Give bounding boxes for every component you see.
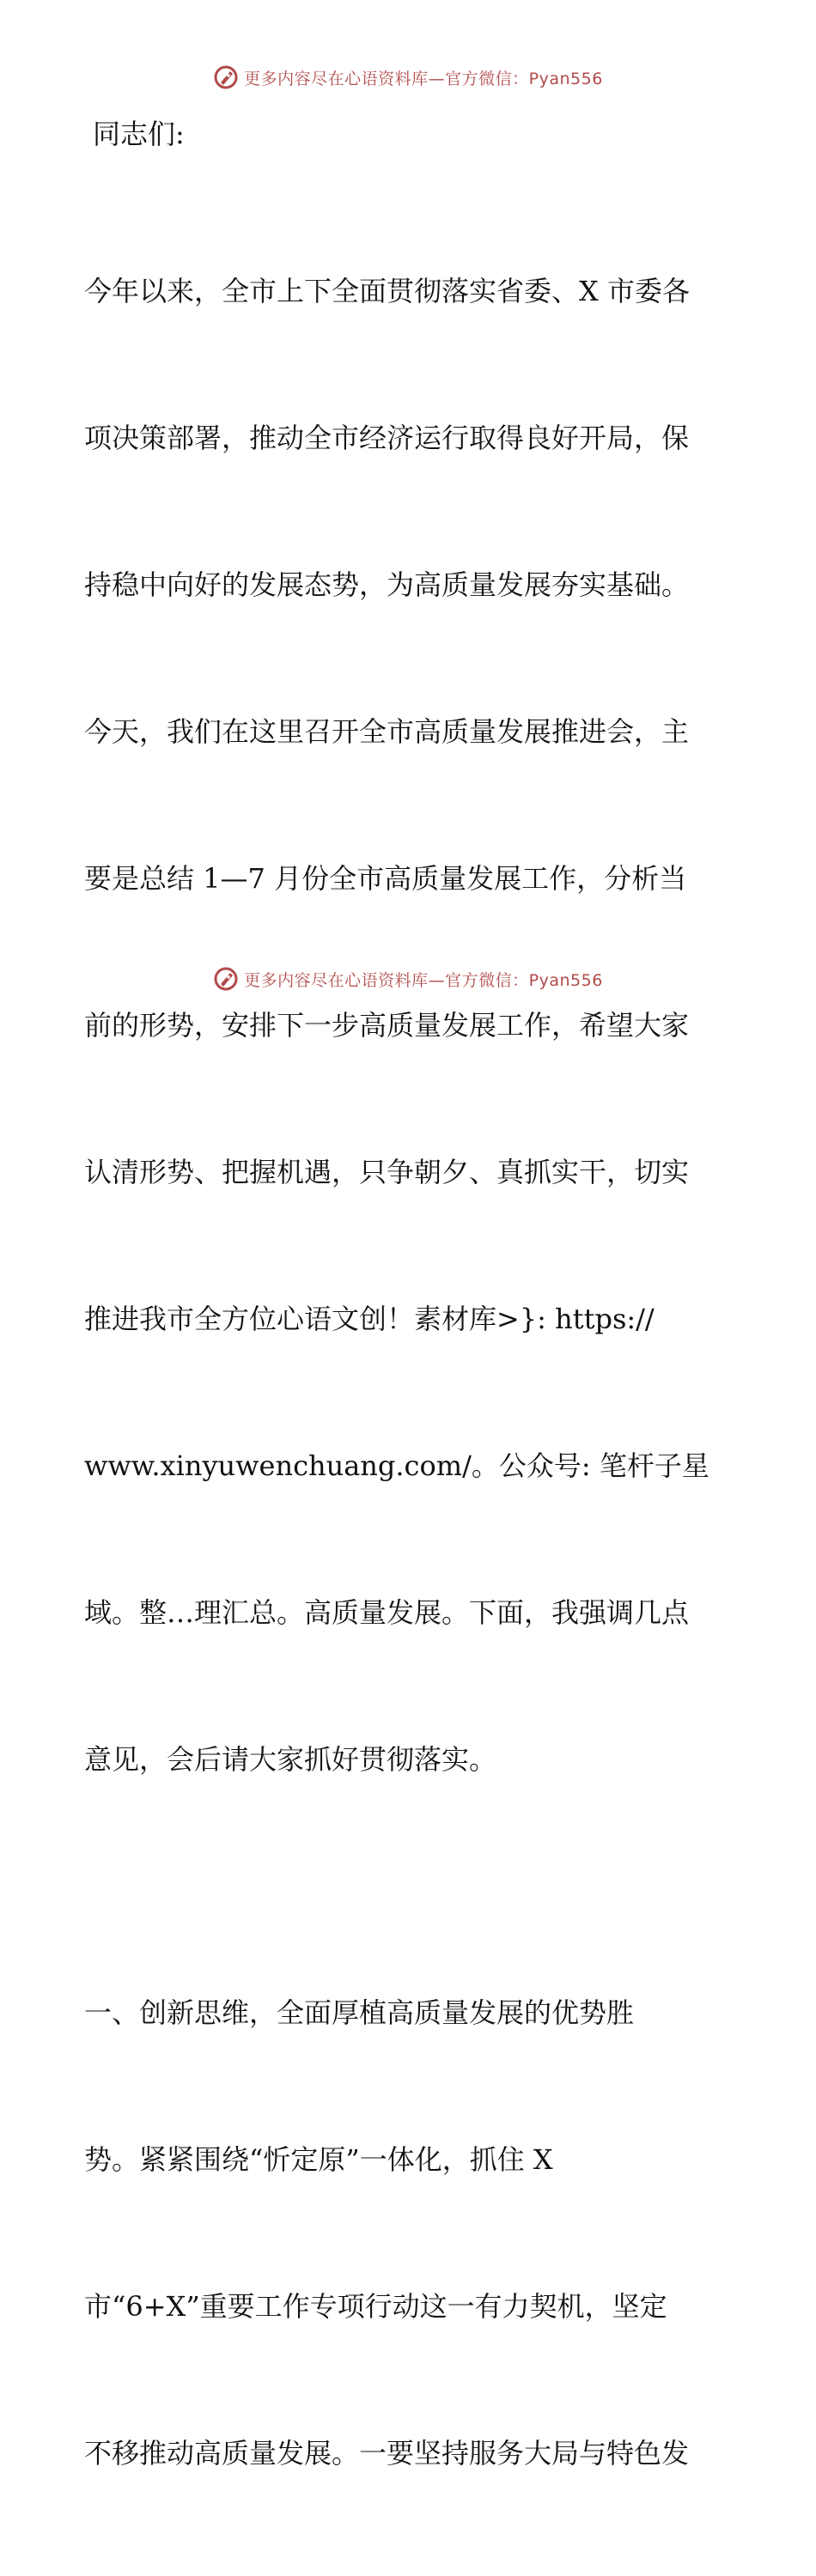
footer-watermark-banner — [0, 962, 816, 996]
paragraph-line: 一、创新思维，全面厚植高质量发展的优势胜 — [84, 1996, 635, 2029]
watermark-text: 更多内容尽在心语资料库—官方微信：Pyan556 — [244, 970, 603, 990]
pen-nib-logo-icon — [213, 966, 239, 992]
paragraph-line: 市“6+X”重要工作专项行动这一有力契机，坚定 — [84, 2290, 667, 2323]
paragraph-line: 域。整…理汇总。高质量发展。下面，我强调几点 — [84, 1596, 690, 1629]
paragraph-line: 要是总结 1—7 月份全市高质量发展工作，分析当 — [84, 862, 687, 895]
paragraph-line: 意见，会后请大家抓好贯彻落实。 — [84, 1743, 497, 1776]
paragraph-1 — [84, 169, 737, 1882]
paragraph-line: www.xinyuwenchuang.com/。公众号: 笔杆子星 — [84, 1449, 709, 1482]
greeting: 同志们: — [93, 118, 185, 150]
header-watermark-banner — [0, 60, 816, 94]
watermark-text: 更多内容尽在心语资料库—官方微信：Pyan556 — [244, 69, 603, 88]
paragraph-line: 今天，我们在这里召开全市高质量发展推进会，主 — [84, 715, 690, 748]
paragraph-line: 项决策部署，推动全市经济运行取得良好开局，保 — [84, 422, 690, 454]
paragraph-line: 前的形势，安排下一步高质量发展工作，希望大家 — [84, 1009, 690, 1042]
paragraph-2 — [84, 1891, 737, 2576]
paragraph-line: 今年以来，全市上下全面贯彻落实省委、X 市委各 — [84, 275, 690, 307]
paragraph-line: 推进我市全方位心语文创！素材库>}: https:// — [84, 1303, 655, 1335]
document-body — [84, 103, 737, 2576]
paragraph-line: 势。紧紧围绕“忻定原”一体化，抓住 X — [84, 2143, 553, 2176]
pen-nib-logo-icon — [213, 64, 239, 90]
paragraph-line: 不移推动高质量发展。一要坚持服务大局与特色发 — [84, 2437, 690, 2470]
paragraph-line: 认清形势、把握机遇，只争朝夕、真抓实干，切实 — [84, 1156, 690, 1188]
paragraph-line: 持稳中向好的发展态势，为高质量发展夯实基础。 — [84, 568, 690, 601]
